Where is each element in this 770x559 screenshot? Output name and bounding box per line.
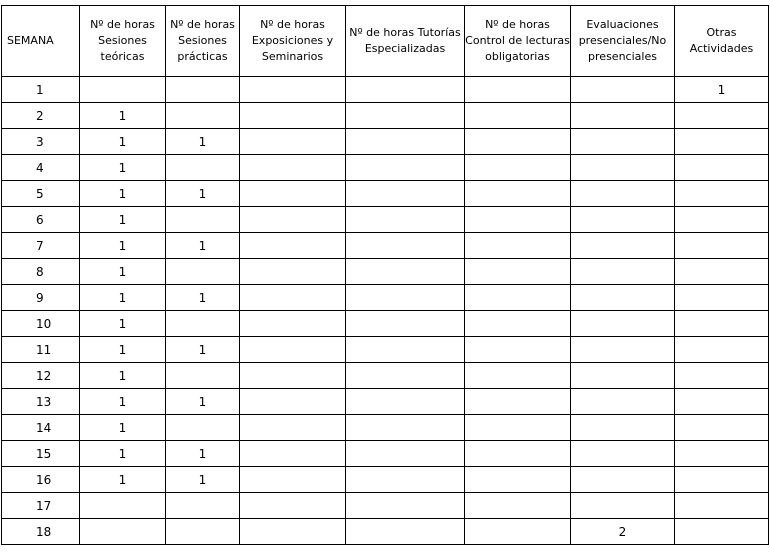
table-row [2, 181, 769, 207]
cell-semana: 12 [2, 363, 80, 389]
header-evaluaciones: Evaluaciones presenciales/No presenciales [571, 6, 675, 77]
cell-semana: 13 [2, 389, 80, 415]
cell-control-lecturas [465, 129, 571, 155]
cell-exposiciones-seminarios [240, 233, 346, 259]
cell-sesiones-teoricas: 1 [80, 363, 166, 389]
cell-otras-actividades [675, 441, 769, 467]
cell-tutorias-especializadas [346, 129, 465, 155]
cell-otras-actividades [675, 519, 769, 545]
table-row [2, 493, 769, 519]
cell-sesiones-teoricas [80, 77, 166, 103]
cell-evaluaciones [571, 77, 675, 103]
cell-sesiones-teoricas: 1 [80, 155, 166, 181]
header-row [2, 6, 769, 77]
cell-otras-actividades [675, 467, 769, 493]
table-row [2, 363, 769, 389]
cell-sesiones-teoricas: 1 [80, 259, 166, 285]
table-row [2, 285, 769, 311]
cell-control-lecturas [465, 207, 571, 233]
cell-sesiones-practicas: 1 [166, 233, 240, 259]
cell-tutorias-especializadas [346, 493, 465, 519]
cell-evaluaciones [571, 311, 675, 337]
cell-exposiciones-seminarios [240, 103, 346, 129]
cell-sesiones-practicas [166, 155, 240, 181]
cell-sesiones-practicas: 1 [166, 467, 240, 493]
cell-evaluaciones [571, 337, 675, 363]
cell-tutorias-especializadas [346, 207, 465, 233]
cell-sesiones-practicas [166, 493, 240, 519]
weekly-hours-table [1, 5, 769, 545]
table-row [2, 467, 769, 493]
cell-sesiones-practicas: 1 [166, 181, 240, 207]
cell-sesiones-teoricas: 1 [80, 467, 166, 493]
cell-sesiones-teoricas: 1 [80, 337, 166, 363]
header-tutorias-especializadas: Nº de horas Tutorías Especializadas [346, 6, 465, 77]
cell-exposiciones-seminarios [240, 493, 346, 519]
cell-exposiciones-seminarios [240, 311, 346, 337]
cell-otras-actividades [675, 493, 769, 519]
cell-control-lecturas [465, 155, 571, 181]
cell-otras-actividades [675, 103, 769, 129]
cell-evaluaciones [571, 389, 675, 415]
header-sesiones-practicas: Nº de horas Sesiones prácticas [166, 6, 240, 77]
cell-semana: 15 [2, 441, 80, 467]
cell-control-lecturas [465, 77, 571, 103]
cell-sesiones-practicas: 1 [166, 441, 240, 467]
cell-tutorias-especializadas [346, 311, 465, 337]
table-row [2, 389, 769, 415]
cell-exposiciones-seminarios [240, 129, 346, 155]
cell-sesiones-teoricas: 1 [80, 285, 166, 311]
cell-semana: 5 [2, 181, 80, 207]
cell-exposiciones-seminarios [240, 415, 346, 441]
cell-sesiones-teoricas: 1 [80, 103, 166, 129]
cell-sesiones-practicas [166, 77, 240, 103]
cell-tutorias-especializadas [346, 519, 465, 545]
cell-evaluaciones [571, 441, 675, 467]
header-sesiones-teoricas: Nº de horas Sesiones teóricas [80, 6, 166, 77]
cell-otras-actividades [675, 259, 769, 285]
cell-tutorias-especializadas [346, 285, 465, 311]
table-row [2, 77, 769, 103]
cell-sesiones-practicas: 1 [166, 285, 240, 311]
cell-tutorias-especializadas [346, 259, 465, 285]
table-row [2, 155, 769, 181]
cell-sesiones-teoricas: 1 [80, 129, 166, 155]
cell-semana: 6 [2, 207, 80, 233]
cell-sesiones-practicas: 1 [166, 337, 240, 363]
table-row [2, 129, 769, 155]
cell-exposiciones-seminarios [240, 77, 346, 103]
cell-otras-actividades [675, 155, 769, 181]
cell-tutorias-especializadas [346, 77, 465, 103]
cell-semana: 8 [2, 259, 80, 285]
cell-semana: 7 [2, 233, 80, 259]
cell-tutorias-especializadas [346, 441, 465, 467]
cell-tutorias-especializadas [346, 467, 465, 493]
cell-sesiones-practicas [166, 519, 240, 545]
cell-tutorias-especializadas [346, 337, 465, 363]
cell-evaluaciones [571, 233, 675, 259]
cell-sesiones-teoricas: 1 [80, 441, 166, 467]
cell-control-lecturas [465, 363, 571, 389]
table-row [2, 415, 769, 441]
cell-sesiones-teoricas [80, 519, 166, 545]
cell-otras-actividades [675, 415, 769, 441]
table-row [2, 103, 769, 129]
cell-control-lecturas [465, 311, 571, 337]
cell-sesiones-teoricas: 1 [80, 415, 166, 441]
cell-control-lecturas [465, 233, 571, 259]
cell-sesiones-teoricas: 1 [80, 389, 166, 415]
cell-semana: 3 [2, 129, 80, 155]
table-row [2, 441, 769, 467]
cell-sesiones-teoricas: 1 [80, 311, 166, 337]
table-row [2, 259, 769, 285]
table-row [2, 233, 769, 259]
cell-control-lecturas [465, 337, 571, 363]
cell-semana: 18 [2, 519, 80, 545]
cell-evaluaciones [571, 103, 675, 129]
cell-evaluaciones [571, 181, 675, 207]
cell-sesiones-practicas [166, 207, 240, 233]
cell-evaluaciones [571, 259, 675, 285]
cell-semana: 1 [2, 77, 80, 103]
cell-otras-actividades [675, 337, 769, 363]
cell-tutorias-especializadas [346, 363, 465, 389]
cell-sesiones-practicas: 1 [166, 389, 240, 415]
cell-control-lecturas [465, 389, 571, 415]
cell-control-lecturas [465, 103, 571, 129]
table-row [2, 337, 769, 363]
cell-exposiciones-seminarios [240, 207, 346, 233]
cell-sesiones-teoricas: 1 [80, 181, 166, 207]
cell-exposiciones-seminarios [240, 441, 346, 467]
cell-otras-actividades: 1 [675, 77, 769, 103]
cell-evaluaciones [571, 467, 675, 493]
cell-control-lecturas [465, 519, 571, 545]
cell-otras-actividades [675, 129, 769, 155]
cell-sesiones-teoricas [80, 493, 166, 519]
cell-control-lecturas [465, 181, 571, 207]
cell-evaluaciones [571, 155, 675, 181]
cell-sesiones-practicas [166, 259, 240, 285]
header-semana: SEMANA [2, 6, 80, 77]
cell-otras-actividades [675, 181, 769, 207]
cell-evaluaciones [571, 415, 675, 441]
cell-otras-actividades [675, 233, 769, 259]
cell-tutorias-especializadas [346, 415, 465, 441]
cell-control-lecturas [465, 441, 571, 467]
table-row [2, 311, 769, 337]
cell-exposiciones-seminarios [240, 519, 346, 545]
cell-exposiciones-seminarios [240, 467, 346, 493]
cell-otras-actividades [675, 207, 769, 233]
cell-sesiones-practicas [166, 415, 240, 441]
table-body [2, 77, 769, 545]
cell-tutorias-especializadas [346, 103, 465, 129]
cell-otras-actividades [675, 363, 769, 389]
cell-evaluaciones [571, 129, 675, 155]
cell-exposiciones-seminarios [240, 363, 346, 389]
cell-evaluaciones [571, 285, 675, 311]
cell-sesiones-teoricas: 1 [80, 207, 166, 233]
cell-exposiciones-seminarios [240, 155, 346, 181]
cell-control-lecturas [465, 467, 571, 493]
cell-exposiciones-seminarios [240, 181, 346, 207]
cell-semana: 9 [2, 285, 80, 311]
cell-tutorias-especializadas [346, 155, 465, 181]
cell-evaluaciones [571, 363, 675, 389]
cell-otras-actividades [675, 389, 769, 415]
header-otras-actividades: Otras Actividades [675, 6, 769, 77]
cell-evaluaciones [571, 493, 675, 519]
cell-semana: 11 [2, 337, 80, 363]
cell-semana: 2 [2, 103, 80, 129]
cell-sesiones-practicas [166, 103, 240, 129]
table-row [2, 207, 769, 233]
cell-semana: 4 [2, 155, 80, 181]
cell-control-lecturas [465, 259, 571, 285]
cell-sesiones-teoricas: 1 [80, 233, 166, 259]
cell-semana: 17 [2, 493, 80, 519]
cell-exposiciones-seminarios [240, 259, 346, 285]
cell-semana: 16 [2, 467, 80, 493]
cell-semana: 14 [2, 415, 80, 441]
cell-otras-actividades [675, 311, 769, 337]
header-exposiciones-seminarios: Nº de horas Exposiciones y Seminarios [240, 6, 346, 77]
cell-sesiones-practicas [166, 311, 240, 337]
table-row [2, 519, 769, 545]
cell-control-lecturas [465, 415, 571, 441]
cell-tutorias-especializadas [346, 389, 465, 415]
cell-tutorias-especializadas [346, 181, 465, 207]
cell-sesiones-practicas: 1 [166, 129, 240, 155]
cell-otras-actividades [675, 285, 769, 311]
cell-control-lecturas [465, 285, 571, 311]
cell-exposiciones-seminarios [240, 389, 346, 415]
header-control-lecturas: Nº de horas Control de lecturas obligatorias [465, 6, 571, 77]
cell-semana: 10 [2, 311, 80, 337]
cell-tutorias-especializadas [346, 233, 465, 259]
cell-evaluaciones: 2 [571, 519, 675, 545]
cell-evaluaciones [571, 207, 675, 233]
cell-control-lecturas [465, 493, 571, 519]
cell-exposiciones-seminarios [240, 337, 346, 363]
cell-sesiones-practicas [166, 363, 240, 389]
cell-exposiciones-seminarios [240, 285, 346, 311]
